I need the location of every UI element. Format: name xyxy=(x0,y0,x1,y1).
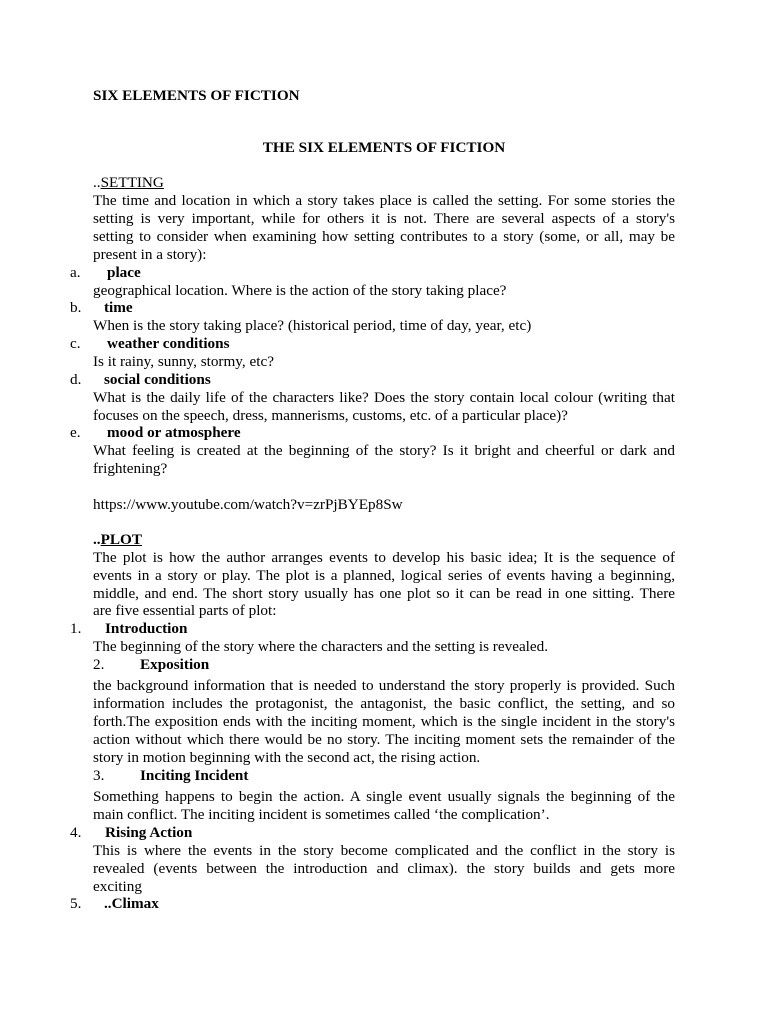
list-marker: 5. xyxy=(70,895,82,912)
plot-heading xyxy=(93,531,142,549)
document-header: SIX ELEMENTS OF FICTION xyxy=(93,87,300,104)
plot-intro-line: middle, and end. The short story usually has one plot so it can be read in one sitting. There xyxy=(93,585,675,602)
plot-part-text: information includes the protagonist, the antagonist, the basic conflict, the setting, and so xyxy=(93,695,675,712)
plot-part-text: Something happens to begin the action. A single event usually signals the beginning of the xyxy=(93,788,675,805)
setting-heading-prefix: .. xyxy=(93,174,101,191)
setting-item-text: What feeling is created at the beginning of the story? Is it bright and cheerful or dark and xyxy=(93,442,675,459)
plot-intro-line: are five essential parts of plot: xyxy=(93,602,277,619)
setting-intro-line: setting is very important, while for others it is not. There are several aspects of a story's xyxy=(93,210,675,227)
plot-part-text: This is where the events in the story become complicated and the conflict in the story is xyxy=(93,842,675,859)
setting-item-label: weather conditions xyxy=(107,335,230,352)
list-marker: e. xyxy=(70,424,81,441)
plot-part-text: story in motion beginning with the second act, the rising action. xyxy=(93,749,481,766)
plot-intro-line: The plot is how the author arranges events to develop his basic idea; It is the sequence of xyxy=(93,549,675,566)
setting-intro-line: The time and location in which a story takes place is called the setting. For some stories the xyxy=(93,192,675,209)
list-marker: d. xyxy=(70,371,82,388)
list-marker: a. xyxy=(70,264,81,281)
list-marker: 2. xyxy=(93,656,105,673)
plot-part-text: The beginning of the story where the characters and the setting is revealed. xyxy=(93,638,549,655)
plot-part-label: Rising Action xyxy=(105,824,193,841)
setting-heading xyxy=(93,174,164,192)
setting-heading-text: SETTING xyxy=(100,174,164,191)
setting-item-label: time xyxy=(104,299,133,316)
plot-part-label: Inciting Incident xyxy=(140,767,249,784)
list-marker: b. xyxy=(70,299,82,316)
setting-item-text: focuses on the speech, dress, mannerisms, customs, etc. of a particular place)? xyxy=(93,407,568,424)
plot-part-label: ..Climax xyxy=(104,895,159,912)
setting-item-text: When is the story taking place? (historical period, time of day, year, etc) xyxy=(93,317,532,334)
setting-item-text: geographical location. Where is the action of the story taking place? xyxy=(93,282,507,299)
setting-item-label: social conditions xyxy=(104,371,211,388)
setting-intro-line: present in a story): xyxy=(93,246,207,263)
list-marker: c. xyxy=(70,335,81,352)
setting-item-label: mood or atmosphere xyxy=(107,424,241,441)
setting-item-text: Is it rainy, sunny, stormy, etc? xyxy=(93,353,274,370)
setting-intro-line: setting to consider when examining how setting contributes to a story (some, or all, may be xyxy=(93,228,675,245)
plot-part-text: forth.The exposition ends with the inciting moment, which is the single incident in the story's xyxy=(93,713,675,730)
plot-part-text: action without which there would be no story. The inciting moment sets the remainder of the xyxy=(93,731,675,748)
plot-heading-prefix: .. xyxy=(93,531,101,548)
plot-intro-line: events in a story or play. The plot is a planned, logical series of events having a beginning, xyxy=(93,567,675,584)
plot-part-text: revealed (events between the introduction and climax). the story builds and gets more xyxy=(93,860,675,877)
plot-part-label: Introduction xyxy=(105,620,188,637)
list-marker: 1. xyxy=(70,620,82,637)
setting-item-label: place xyxy=(107,264,141,281)
plot-part-text: main conflict. The inciting incident is sometimes called ‘the complication’. xyxy=(93,806,550,823)
setting-item-text: frightening? xyxy=(93,460,168,477)
plot-part-text: the background information that is needed to understand the story properly is provided. Such xyxy=(93,677,675,694)
list-marker: 4. xyxy=(70,824,82,841)
setting-item-text: What is the daily life of the characters like? Does the story contain local colour (writing that xyxy=(93,389,675,406)
document-title: THE SIX ELEMENTS OF FICTION xyxy=(262,139,506,156)
plot-part-label: Exposition xyxy=(140,656,210,673)
plot-heading-text: PLOT xyxy=(100,531,142,548)
plot-part-text: exciting xyxy=(93,878,142,895)
list-marker: 3. xyxy=(93,767,105,784)
video-link-text: https://www.youtube.com/watch?v=zrPjBYEp8Sw xyxy=(93,496,403,513)
